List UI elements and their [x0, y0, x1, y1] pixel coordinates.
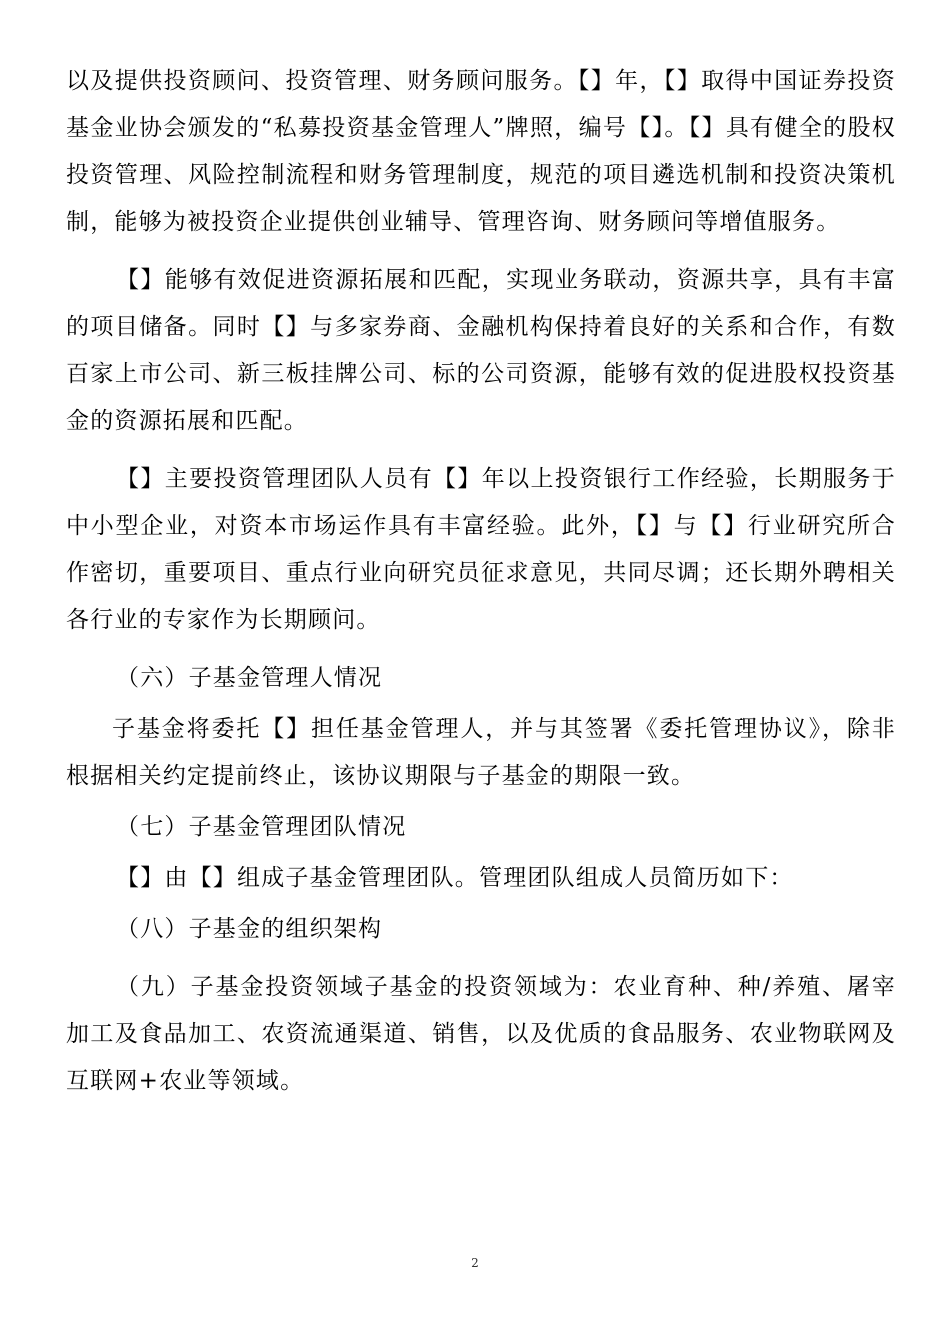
section-heading-organization: （八）子基金的组织架构 [116, 916, 383, 942]
paragraph-investment-team: 【】主要投资管理团队人员有【】年以上投资银行工作经验，长期服务于中小型企业，对资本市场运作具有丰富经验。此外，【】与【】行业研究所合作密切，重要项目、重点行业向研究员征求意见，共同尽调；还长期外聘相关各行业的专家作为长期顾问。 [66, 466, 896, 633]
paragraph-entrusted-management: 子基金将委托【】担任基金管理人，并与其签署《委托管理协议》，除非根据相关约定提前终止，该协议期限与子基金的期限一致。 [66, 716, 896, 789]
paragraph-investment-fields: （九）子基金投资领域子基金的投资领域为：农业育种、种/养殖、屠宰加工及食品加工、农资流通渠道、销售，以及优质的食品服务、农业物联网及互联网+农业等领域。 [66, 974, 896, 1094]
paragraph-manager-services: 以及提供投资顾问、投资管理、财务顾问服务。【】年，【】取得中国证券投资基金业协会颁发的“私募投资基金管理人”牌照，编号【】。【】具有健全的股权投资管理、风险控制流程和财务管理制度，规范的项目遴选机制和投资决策机制，能够为被投资企业提供创业辅导、管理咨询、财务顾问等增值服务。 [66, 68, 896, 235]
document-page [66, 58, 896, 1105]
section-heading-management-team: （七）子基金管理团队情况 [116, 814, 407, 840]
section-heading-fund-manager: （六）子基金管理人情况 [116, 665, 383, 691]
paragraph-team-composition: 【】由【】组成子基金管理团队。管理团队组成人员简历如下： [116, 865, 794, 891]
paragraph-resource-expansion: 【】能够有效促进资源拓展和匹配，实现业务联动，资源共享，具有丰富的项目储备。同时【】与多家券商、金融机构保持着良好的关系和合作，有数百家上市公司、新三板挂牌公司、标的公司资源，能够有效的促进股权投资基金的资源拓展和匹配。 [66, 267, 896, 434]
page-number: 2 [471, 1256, 479, 1270]
